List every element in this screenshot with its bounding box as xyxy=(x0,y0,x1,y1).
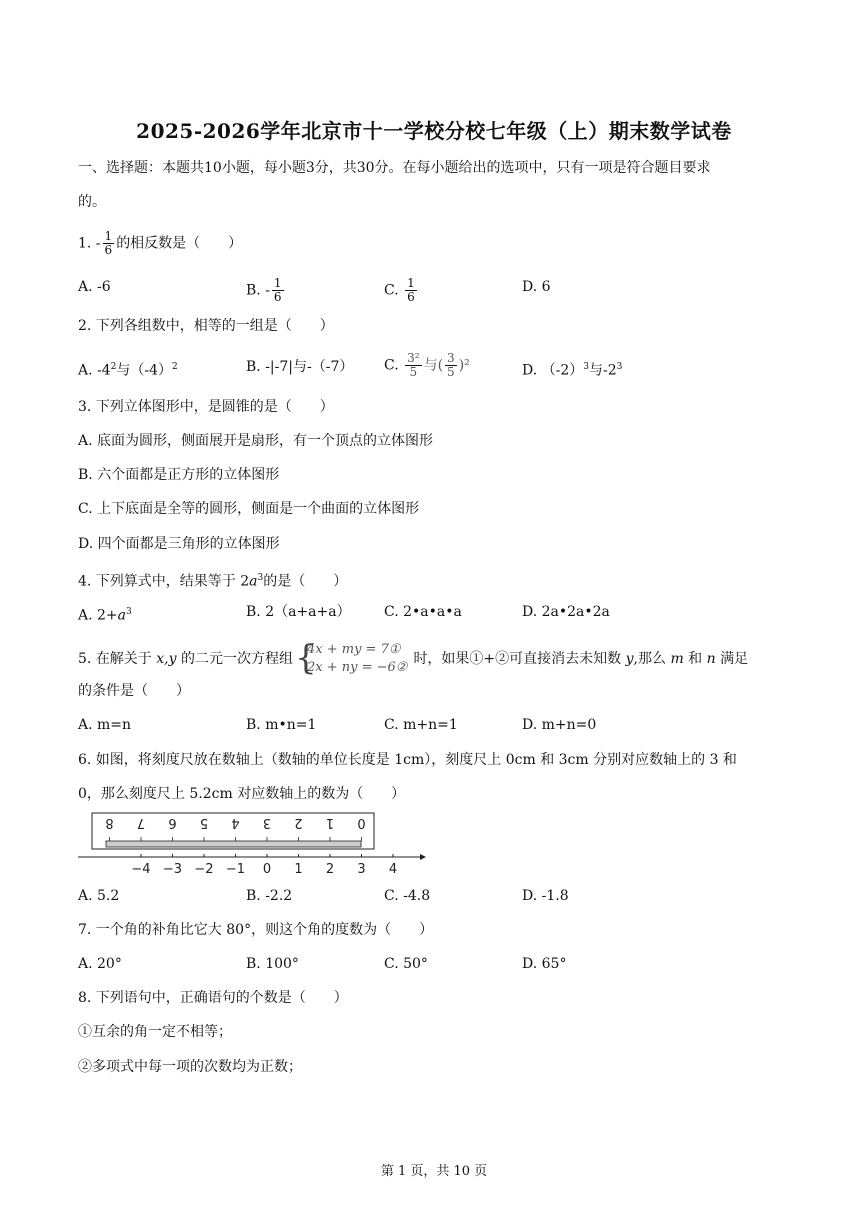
page-footer: 第 1 页，共 10 页 xyxy=(380,1164,488,1179)
q7-option-c: C. 50° xyxy=(384,956,428,972)
q7-option-d: D. 65° xyxy=(522,956,567,972)
q3-option-c: C. 上下底面是全等的圆形，侧面是一个曲面的立体图形 xyxy=(78,501,420,517)
axis-labels xyxy=(131,862,397,877)
q5-option-c: C. m+n=1 xyxy=(384,717,458,733)
question-7-stem: 7. 一个角的补角比它大 80°，则这个角的度数为（ ） xyxy=(78,922,434,938)
q6-option-b: B. -2.2 xyxy=(246,888,293,904)
question-2-stem: 2. 下列各组数中，相等的一组是（ ） xyxy=(78,318,334,334)
axis-label: 2 xyxy=(325,862,335,877)
q3-option-b: B. 六个面都是正方形的立体图形 xyxy=(78,467,280,483)
q4-option-c: C. 2•a•a•a xyxy=(384,604,462,620)
question-4-stem: 4. 下列算式中，结果等于 $2a^3$的是（ ） xyxy=(78,573,348,590)
q3-option-d: D. 四个面都是三角形的立体图形 xyxy=(78,536,280,552)
q4-option-d: D. 2a•2a•2a xyxy=(522,604,610,620)
axis-label: 0 xyxy=(262,862,272,877)
axis-label: 3 xyxy=(357,862,366,877)
equation-system: { 4x + my = 7① 2x + ny = −6② xyxy=(294,638,408,678)
question-6-stem: 6. 如图，将刻度尺放在数轴上（数轴的单位长度是 1cm），刻度尺上 0cm 和 3cm 分别对应数轴上的 3 和 xyxy=(78,752,737,768)
axis-label: −3 xyxy=(162,862,183,877)
ruler-label: 8 xyxy=(105,815,114,830)
q5-option-a: A. m=n xyxy=(78,717,132,733)
q1-option-b: B. - $\frac{1}{6}$ xyxy=(246,276,282,304)
section-heading xyxy=(78,158,711,178)
ruler-label: 3 xyxy=(262,815,272,830)
question-8-stem: 8. 下列语句中，正确语句的个数是（ ） xyxy=(78,990,348,1006)
axis-label: 1 xyxy=(294,862,303,877)
q6-option-c: C. -4.8 xyxy=(384,888,431,904)
ruler-label: 5 xyxy=(199,815,209,830)
section-heading-line1: 一、选择题：本题共10小题，每小题3分，共30分。在每小题给出的选项中，只有一项是符合题目要求 xyxy=(78,160,711,176)
axis-label: 4 xyxy=(388,862,398,877)
q6-option-d: D. -1.8 xyxy=(522,888,569,904)
q2-option-b: B. -|-7|与-（-7） xyxy=(246,359,354,375)
question-5-stem-cont: 的条件是（ ） xyxy=(78,683,190,699)
exam-title: 2025-2026学年北京市十一学校分校七年级（上）期末数学试卷 xyxy=(136,119,732,143)
q4-option-b: B. 2（a+a+a） xyxy=(246,604,351,620)
q6-option-a: A. 5.2 xyxy=(78,888,120,904)
q8-statement-2: ②多项式中每一项的次数均为正数； xyxy=(78,1059,302,1075)
question-1-stem: 1. - $\frac{1}{6}$ 的相反数是（ ） xyxy=(78,229,243,257)
arrow-right-icon xyxy=(420,854,426,860)
q2-option-d: D. $(-2)^3$与$-2^3$ xyxy=(522,362,623,379)
q1-option-d: D. 6 xyxy=(522,279,551,295)
question-3-stem: 3. 下列立体图形中，是圆锥的是（ ） xyxy=(78,399,334,415)
ruler-label: 4 xyxy=(231,815,240,830)
q2-option-a: A. $-4^2$与$(-4)^2$ xyxy=(78,362,178,379)
axis-label: −2 xyxy=(194,862,214,877)
q8-statement-1: ①互余的角一定不相等； xyxy=(78,1024,232,1040)
question-6-stem-cont: 0，那么刻度尺上 5.2cm 对应数轴上的数为（ ） xyxy=(78,786,406,802)
ruler-number-line-figure xyxy=(78,810,428,882)
q5-option-d: D. m+n=0 xyxy=(522,717,597,733)
q3-option-a: A. 底面为圆形，侧面展开是扇形，有一个顶点的立体图形 xyxy=(78,433,434,449)
q4-option-a: A. $2+a^3$ xyxy=(78,607,132,624)
q1-option-c: C. $\frac{1}{6}$ xyxy=(384,276,415,304)
left-brace-icon: { xyxy=(294,638,317,678)
axis-label: −1 xyxy=(225,862,246,877)
ruler-labels xyxy=(105,815,365,830)
q1-option-a: A. -6 xyxy=(78,279,111,295)
ruler-label: 6 xyxy=(168,815,177,830)
axis-label: −4 xyxy=(131,862,151,877)
question-5-stem: 5. 在解关于 x,y 的二元一次方程组 { 4x + my = 7① 2x + ny = −6② 时，如果①+②可直接消去未知数 y,那么 m 和 n 满足 xyxy=(78,638,749,678)
q2-option-c: C. $\frac{\text{3²}}{5}$ 与( $\frac{3}{5}$ )² xyxy=(384,351,470,379)
ruler-label: 0 xyxy=(357,815,366,830)
ruler-label: 7 xyxy=(136,815,146,830)
section-heading-cont: 的。 xyxy=(78,194,106,210)
ruler-label: 2 xyxy=(294,815,303,830)
ruler-bar xyxy=(106,841,361,847)
ruler-label: 1 xyxy=(325,815,335,830)
q5-option-b: B. m•n=1 xyxy=(246,717,317,733)
q7-option-a: A. 20° xyxy=(78,956,122,972)
fraction: $\frac{1}{6}$ xyxy=(104,229,113,257)
q7-option-b: B. 100° xyxy=(246,956,299,972)
